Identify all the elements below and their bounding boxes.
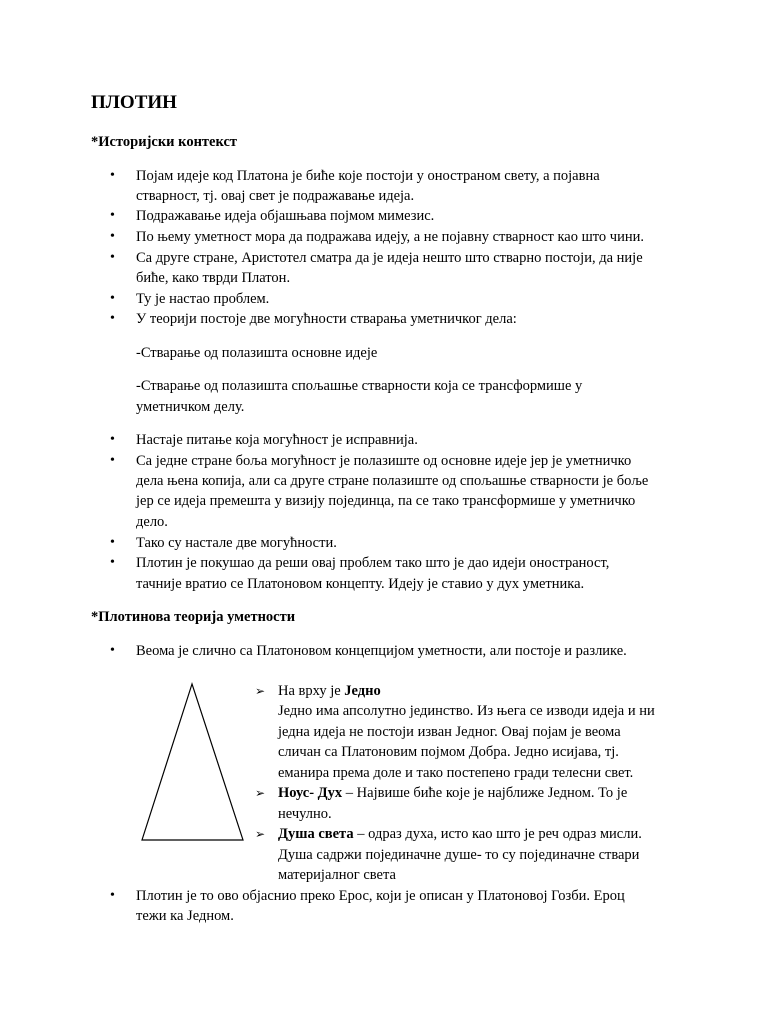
section-heading-historical-context: *Историјски контекст — [91, 134, 238, 150]
option-line: -Стварање од полазишта основне идеје — [136, 345, 378, 361]
list-item-line: тежи ка Једном. — [136, 908, 234, 924]
bullet-marker: • — [110, 168, 115, 183]
list-item-line: Плотин је покушао да реши овај проблем тако што је дао идеји оностраност, — [136, 555, 610, 571]
sub-item-soul-rest: – одраз духа, исто као што је реч одраз мисли. — [353, 826, 642, 842]
list-item-line: У теорији постоје две могућности стварања уметничког дела: — [136, 311, 517, 327]
sub-item-line: Душа садржи појединачне душе- то су појединачне ствари — [278, 847, 640, 863]
option-line: уметничком делу. — [136, 399, 245, 415]
option-line: -Стварање од полазишта спољашње стварности која се трансформише у — [136, 378, 583, 394]
sub-item-nous-bold: Ноус- Дух — [278, 785, 343, 801]
sub-item-soul-bold: Душа света — [278, 826, 354, 842]
arrow-bullet-icon: ➢ — [255, 786, 266, 800]
list-item-line: стварност, тј. овај свет је подражавање идеја. — [136, 188, 415, 204]
list-item-line: Настаје питање која могућност је исправнија. — [136, 432, 418, 448]
bullet-marker: • — [110, 643, 115, 658]
bullet-marker: • — [110, 535, 115, 550]
arrow-bullet-icon: ➢ — [255, 827, 266, 841]
bullet-marker: • — [110, 291, 115, 306]
sub-item-line: Једно има апсолутно јединство. Из њега се изводи идеја и ни — [278, 703, 655, 719]
list-item-line: дело. — [136, 514, 168, 530]
page-title: ПЛОТИН — [91, 92, 177, 113]
triangle-shape — [142, 684, 243, 840]
list-item-line: Веома је слично са Платоновом концепцијом уметности, али постоје и разлике. — [136, 643, 627, 659]
bullet-marker: • — [110, 888, 115, 903]
list-item-line: Са друге стране, Аристотел сматра да је идеја нешто што стварно постоји, да није — [136, 250, 643, 266]
sub-item-nous-rest: – Највише биће које је најближе Једном. То је — [342, 785, 628, 801]
sub-item-one-bold: Једно — [344, 683, 381, 699]
list-item-line: Са једне стране боља могућност је полазиште од основне идеје јер је уметничко — [136, 453, 632, 469]
sub-item-one-line — [278, 681, 381, 701]
list-item-line: Појам идеје код Платона је биће које постоји у оностраном свету, а појавна — [136, 168, 600, 184]
bullet-marker: • — [110, 555, 115, 570]
sub-item-line: материјалног света — [278, 867, 396, 883]
bullet-marker: • — [110, 250, 115, 265]
sub-item-soul-line — [278, 824, 642, 844]
sub-item-line: сличан са Платоновим појмом Добра. Једно исијава, тј. — [278, 744, 619, 760]
bullet-marker: • — [110, 453, 115, 468]
bullet-marker: • — [110, 229, 115, 244]
sub-item-one-prefix: На врху је — [278, 683, 345, 699]
list-item-line: јер се идеја премешта у визију појединца, па се тако трансформише у уметничко — [136, 493, 636, 509]
section-heading-plotinus-theory: *Плотинова теорија уметности — [91, 609, 296, 625]
bullet-marker: • — [110, 432, 115, 447]
sub-item-line: еманира према доле и тако постепено гради телесни свет. — [278, 765, 634, 781]
list-item-line: Подражавање идеја објашњава појмом мимезис. — [136, 208, 435, 224]
list-item-line: Ту је настао проблем. — [136, 291, 270, 307]
triangle-diagram — [138, 680, 248, 845]
list-item-line: Тако су настале две могућности. — [136, 535, 337, 551]
sub-item-line: једна идеја не постоји изван Једног. Овај појам је веома — [278, 724, 621, 740]
arrow-bullet-icon: ➢ — [255, 684, 266, 698]
sub-item-line: нечулно. — [278, 806, 332, 822]
bullet-marker: • — [110, 311, 115, 326]
list-item-line: Плотин је то ово објаснио преко Ерос, који је описан у Платоновој Гозби. Ероц — [136, 888, 625, 904]
list-item-line: По њему уметност мора да подражава идеју, а не појавну стварност као што чини. — [136, 229, 644, 245]
list-item-line: тачније вратио се Платоновом концепту. Идеју је ставио у дух уметника. — [136, 576, 585, 592]
list-item-line: дела њена копија, али са друге стране полазиште од спољашње стварности је боље — [136, 473, 649, 489]
sub-item-nous-line — [278, 783, 627, 803]
bullet-marker: • — [110, 208, 115, 223]
list-item-line: биће, како тврди Платон. — [136, 270, 291, 286]
